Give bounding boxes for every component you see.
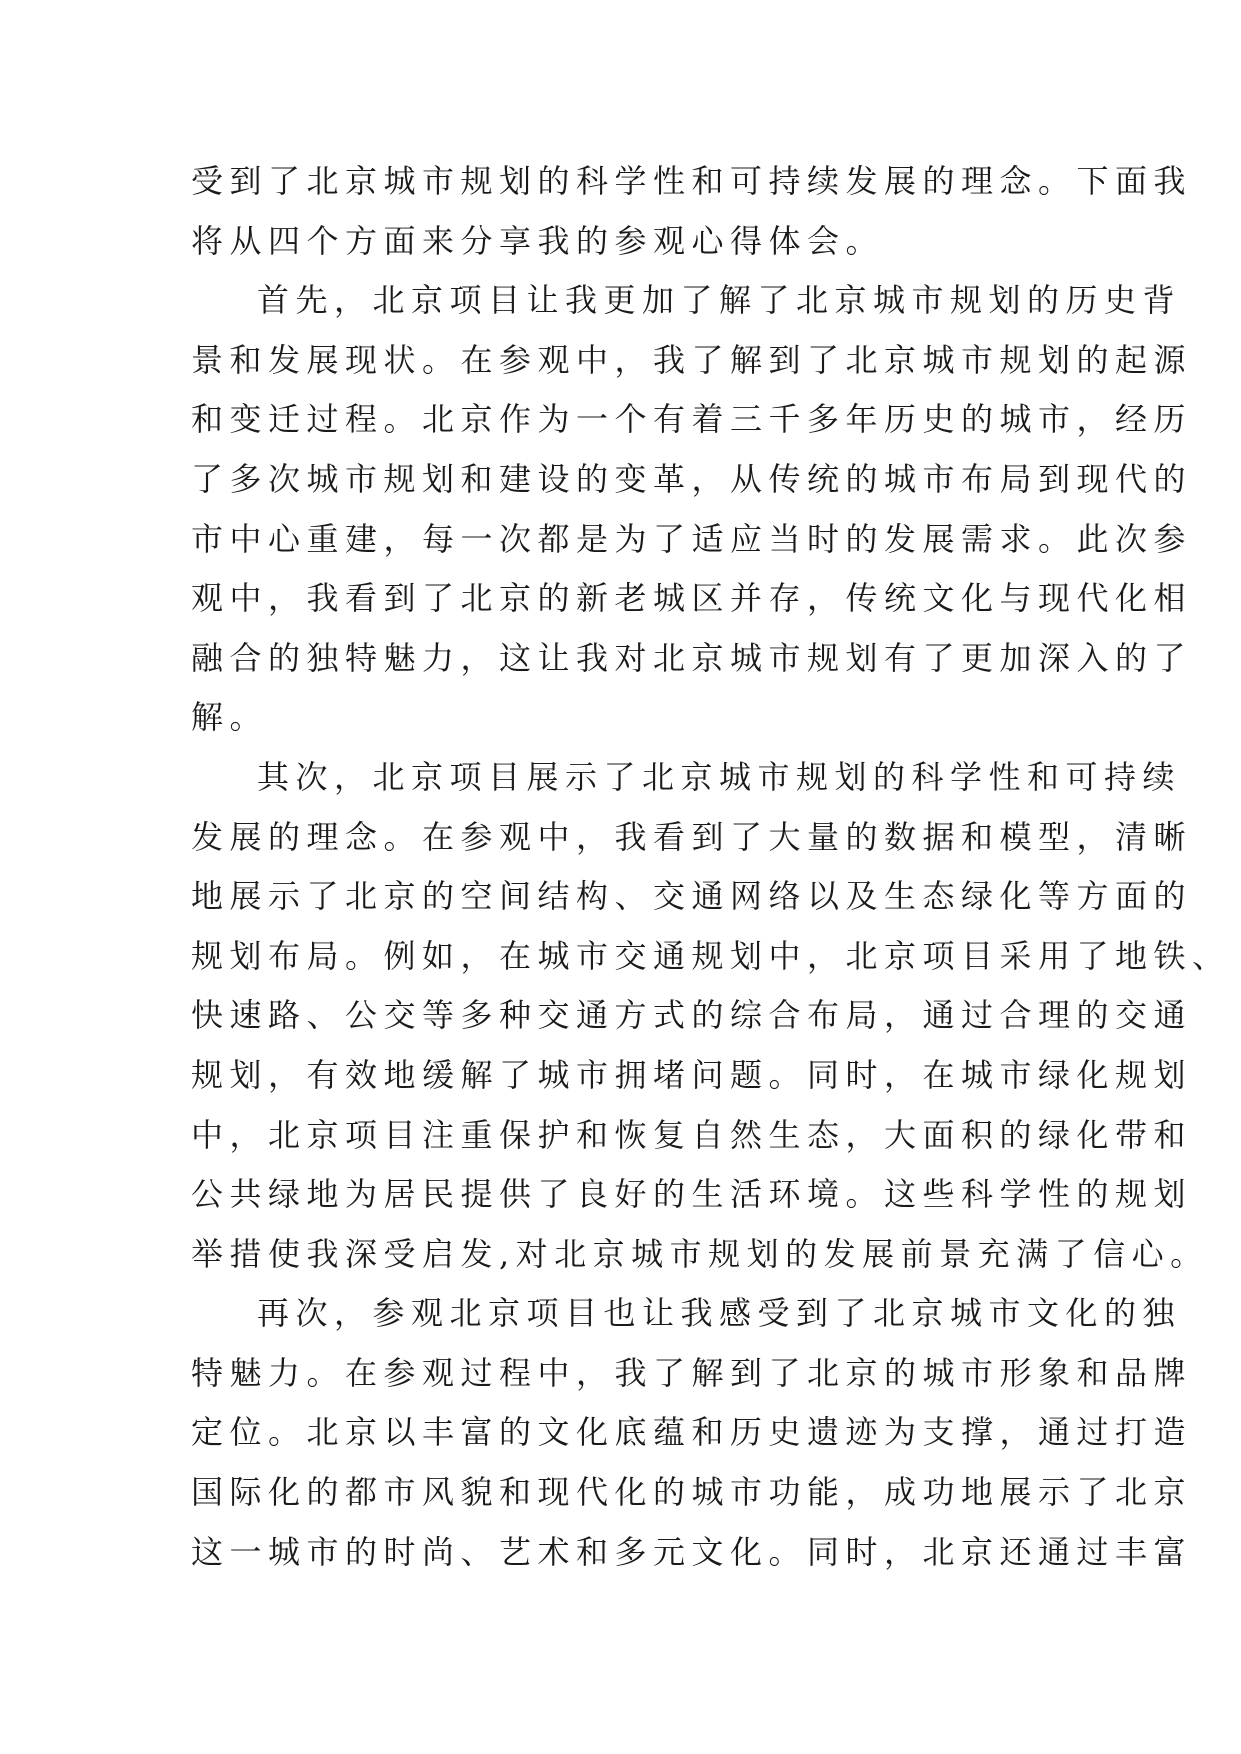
text-line: 解。 — [191, 698, 269, 737]
paragraph-first-line: 其次，北京项目展示了北京城市规划的科学性和可持续 — [257, 757, 1182, 796]
text-line: 将从四个方面来分享我的参观心得体会。 — [191, 221, 885, 260]
text-line: 市中心重建，每一次都是为了适应当时的发展需求。此次参 — [191, 519, 1193, 558]
text-line: 定位。北京以丰富的文化底蕴和历史遗迹为支撑，通过打造 — [191, 1413, 1193, 1452]
text-line: 景和发展现状。在参观中，我了解到了北京城市规划的起源 — [191, 340, 1193, 379]
text-line: 中，北京项目注重保护和恢复自然生态，大面积的绿化带和 — [191, 1115, 1193, 1154]
text-line: 国际化的都市风貌和现代化的城市功能，成功地展示了北京 — [191, 1473, 1193, 1512]
text-line: 了多次城市规划和建设的变革，从传统的城市布局到现代的 — [191, 459, 1193, 498]
text-line: 观中，我看到了北京的新老城区并存，传统文化与现代化相 — [191, 579, 1193, 618]
text-line: 融合的独特魅力，这让我对北京城市规划有了更加深入的了 — [191, 638, 1193, 677]
text-line: 举措使我深受启发,对北京城市规划的发展前景充满了信心。 — [191, 1234, 1209, 1273]
text-line: 公共绿地为居民提供了良好的生活环境。这些科学性的规划 — [191, 1175, 1193, 1214]
text-line: 和变迁过程。北京作为一个有着三千多年历史的城市，经历 — [191, 400, 1193, 439]
text-line: 发展的理念。在参观中，我看到了大量的数据和模型，清晰 — [191, 817, 1193, 856]
paragraph-first-line: 再次，参观北京项目也让我感受到了北京城市文化的独 — [257, 1294, 1182, 1333]
text-line: 这一城市的时尚、艺术和多元文化。同时，北京还通过丰富 — [191, 1532, 1193, 1571]
document-body — [191, 152, 1231, 1582]
text-line: 规划，有效地缓解了城市拥堵问题。同时，在城市绿化规划 — [191, 1055, 1193, 1094]
text-line: 受到了北京城市规划的科学性和可持续发展的理念。下面我 — [191, 162, 1193, 200]
text-line: 快速路、公交等多种交通方式的综合布局，通过合理的交通 — [191, 996, 1193, 1035]
paragraph-first-line: 首先，北京项目让我更加了解了北京城市规划的历史背 — [257, 281, 1182, 320]
text-line: 地展示了北京的空间结构、交通网络以及生态绿化等方面的 — [191, 877, 1193, 916]
text-line: 规划布局。例如，在城市交通规划中，北京项目采用了地铁、 — [191, 936, 1231, 975]
text-line: 特魅力。在参观过程中，我了解到了北京的城市形象和品牌 — [191, 1353, 1193, 1392]
